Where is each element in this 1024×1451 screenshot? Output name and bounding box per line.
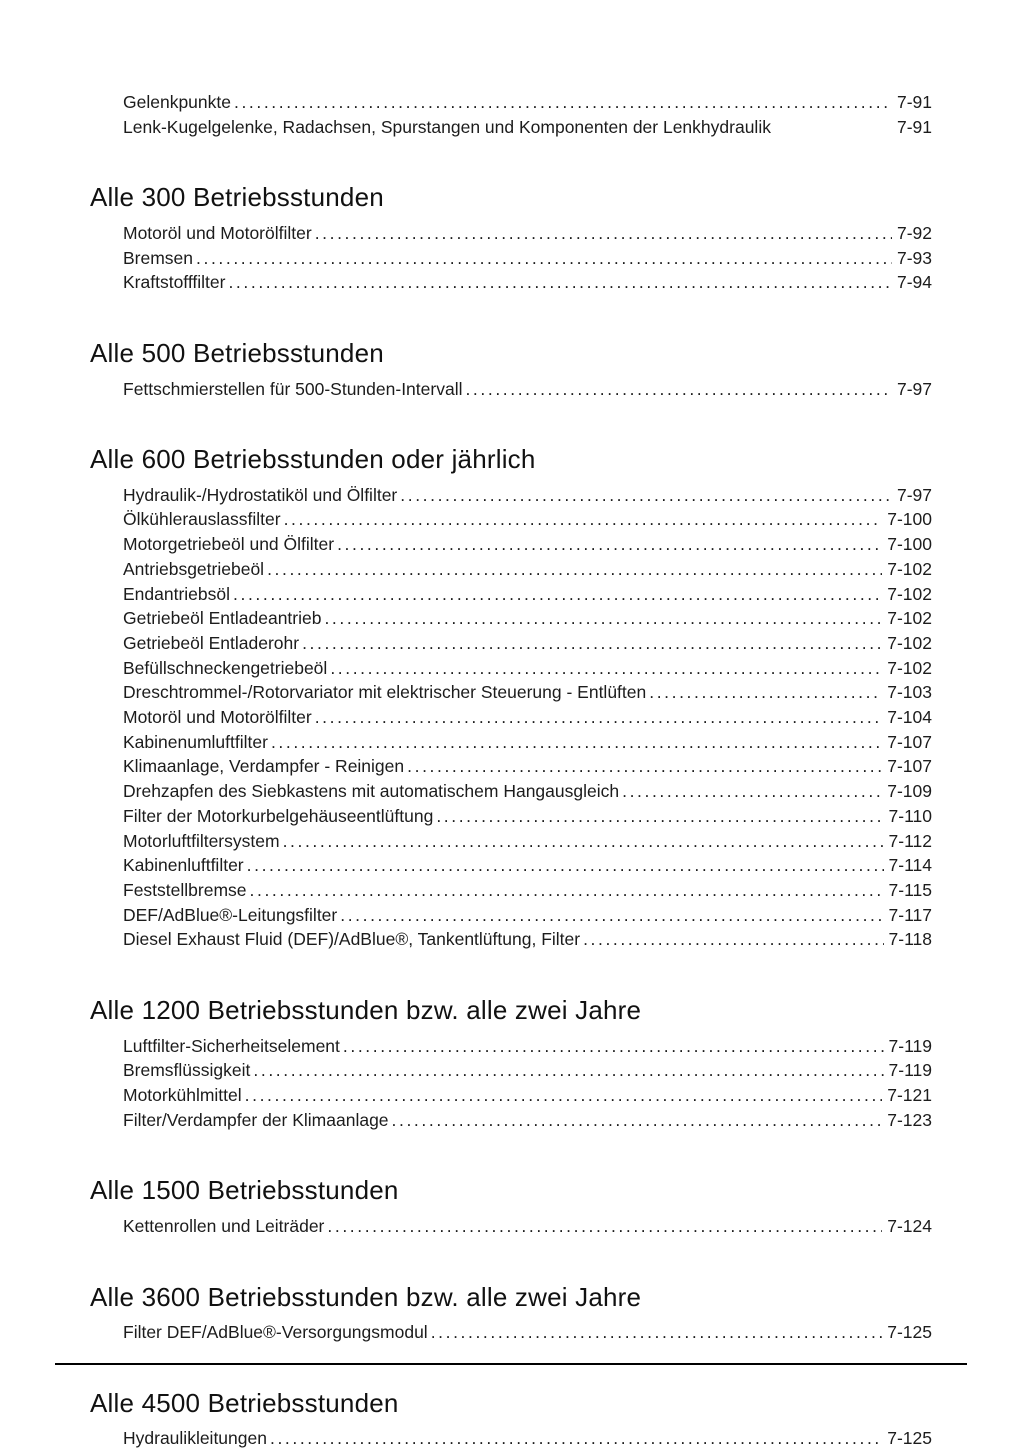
toc-entry-page: 7-97 xyxy=(896,484,932,505)
dot-leader xyxy=(253,1058,883,1083)
toc-section-entries xyxy=(90,221,932,295)
toc-entry xyxy=(123,705,932,730)
toc-entry-page: 7-97 xyxy=(896,378,932,399)
dot-leader xyxy=(267,557,882,582)
toc-entry-page: 7-102 xyxy=(887,558,932,579)
toc-entry xyxy=(123,1058,932,1083)
dot-leader xyxy=(343,1034,884,1059)
toc-entry xyxy=(123,270,932,295)
dot-leader xyxy=(583,927,883,952)
dot-leader xyxy=(327,1214,882,1239)
toc-section-title: Alle 1200 Betriebsstunden bzw. alle zwei Jahre xyxy=(90,995,642,1026)
toc-entry-label: Motorluftfiltersystem xyxy=(123,830,280,851)
dot-leader xyxy=(234,90,892,115)
toc-entry xyxy=(123,1083,932,1108)
toc-entry xyxy=(123,853,932,878)
toc-entry xyxy=(123,507,932,532)
toc-entry xyxy=(123,1426,932,1451)
toc-content xyxy=(90,90,932,1451)
toc-entry-label: Kraftstofffilter xyxy=(123,272,226,293)
toc-entry-label: Fettschmierstellen für 500-Stunden-Intervall xyxy=(123,378,463,399)
toc-entry xyxy=(123,606,932,631)
toc-entry-label: Motoröl und Motorölfilter xyxy=(123,707,312,728)
toc-entry-label: Kabinenumluftfilter xyxy=(123,731,268,752)
dot-leader xyxy=(196,246,892,271)
toc-entry-label: Lenk-Kugelgelenke, Radachsen, Spurstangen und Komponenten der Lenkhydraulik xyxy=(123,116,771,137)
toc-section xyxy=(90,181,932,295)
dot-leader xyxy=(233,582,882,607)
toc-entry-label: Drehzapfen des Siebkastens mit automatischem Hangausgleich xyxy=(123,781,620,802)
dot-leader xyxy=(330,656,882,681)
toc-entry-page: 7-100 xyxy=(887,509,932,530)
toc-entry-label: Dreschtrommel-/Rotorvariator mit elektrischer Steuerung - Entlüften xyxy=(123,682,647,703)
toc-entry-page: 7-92 xyxy=(896,222,932,243)
toc-entry xyxy=(123,730,932,755)
toc-section-entries xyxy=(90,1214,932,1239)
toc-section-title: Alle 600 Betriebsstunden oder jährlich xyxy=(90,444,536,475)
toc-section-title: Alle 500 Betriebsstunden xyxy=(90,338,384,369)
toc-section-title: Alle 300 Betriebsstunden xyxy=(90,182,384,213)
toc-entry-label: Bremsflüssigkeit xyxy=(123,1060,251,1081)
toc-section-entries xyxy=(90,377,932,402)
dot-leader xyxy=(302,631,882,656)
dot-leader xyxy=(465,377,892,402)
toc-entry-page: 7-115 xyxy=(888,879,932,900)
toc-entry-label: Motoröl und Motorölfilter xyxy=(123,222,312,243)
toc-section-title: Alle 3600 Betriebsstunden bzw. alle zwei Jahre xyxy=(90,1281,642,1312)
dot-leader xyxy=(247,853,884,878)
toc-section-entries xyxy=(90,1034,932,1133)
toc-entry xyxy=(123,246,932,271)
toc-entry-page: 7-102 xyxy=(887,583,932,604)
toc-section-entries xyxy=(90,1426,932,1451)
toc-entry-page: 7-110 xyxy=(888,805,932,826)
toc-entry-label: Feststellbremse xyxy=(123,879,247,900)
toc-entry xyxy=(123,1214,932,1239)
toc-entry xyxy=(123,221,932,246)
dot-leader xyxy=(284,507,883,532)
toc-entry-page: 7-125 xyxy=(887,1322,932,1343)
dot-leader xyxy=(622,779,882,804)
toc-entry xyxy=(123,1034,932,1059)
toc-sections xyxy=(90,181,932,1451)
toc-entry-page: 7-121 xyxy=(887,1084,932,1105)
toc-entry-page: 7-119 xyxy=(888,1060,932,1081)
toc-entry xyxy=(123,582,932,607)
dot-leader xyxy=(245,1083,883,1108)
dot-leader xyxy=(228,270,892,295)
dot-leader xyxy=(250,878,884,903)
toc-entry-label: Motorgetriebeöl und Ölfilter xyxy=(123,534,335,555)
toc-entry xyxy=(123,377,932,402)
toc-entry-page: 7-107 xyxy=(887,756,932,777)
toc-entry xyxy=(123,754,932,779)
toc-entry-page: 7-91 xyxy=(896,116,932,137)
toc-orphan-entries xyxy=(90,90,932,139)
toc-section-entries xyxy=(90,1320,932,1345)
toc-section xyxy=(90,1174,932,1238)
toc-entry-page: 7-102 xyxy=(887,632,932,653)
toc-entry-label: Endantriebsöl xyxy=(123,583,231,604)
toc-section xyxy=(90,443,932,952)
toc-section xyxy=(90,1387,932,1451)
toc-entry-label: Befüllschneckengetriebeöl xyxy=(123,657,328,678)
dot-leader xyxy=(324,606,882,631)
toc-entry-page: 7-94 xyxy=(896,272,932,293)
dot-leader xyxy=(271,730,882,755)
toc-entry-label: DEF/AdBlue®-Leitungsfilter xyxy=(123,904,338,925)
toc-entry-label: Kettenrollen und Leiträder xyxy=(123,1215,325,1236)
toc-entry-page: 7-91 xyxy=(896,92,932,112)
toc-entry xyxy=(123,927,932,952)
toc-section xyxy=(90,337,932,401)
toc-entry-page: 7-102 xyxy=(887,657,932,678)
dot-leader xyxy=(270,1426,882,1451)
toc-entry-page: 7-123 xyxy=(887,1109,932,1130)
toc-entry xyxy=(123,829,932,854)
dot-leader xyxy=(407,754,882,779)
toc-entry-label: Getriebeöl Entladerohr xyxy=(123,632,300,653)
toc-entry xyxy=(123,680,932,705)
toc-entry-label: Klimaanlage, Verdampfer - Reinigen xyxy=(123,756,405,777)
toc-entry-label: Motorkühlmittel xyxy=(123,1084,242,1105)
toc-entry-label: Kabinenluftfilter xyxy=(123,855,244,876)
toc-entry xyxy=(123,903,932,928)
toc-entry-page: 7-125 xyxy=(887,1428,932,1449)
toc-entry-label: Hydraulikleitungen xyxy=(123,1428,267,1449)
toc-entry xyxy=(123,90,932,115)
dot-leader xyxy=(315,705,883,730)
toc-entry-page: 7-103 xyxy=(887,682,932,703)
toc-entry-page: 7-100 xyxy=(887,534,932,555)
toc-entry xyxy=(123,878,932,903)
toc-entry-page: 7-114 xyxy=(888,855,932,876)
toc-entry xyxy=(123,115,932,140)
toc-entry-page: 7-118 xyxy=(888,929,932,950)
toc-entry xyxy=(123,656,932,681)
toc-section xyxy=(90,994,932,1132)
toc-entry-label: Ölkühlerauslassfilter xyxy=(123,509,281,530)
dot-leader xyxy=(431,1320,883,1345)
toc-entry-page: 7-112 xyxy=(888,830,932,851)
toc-entry-page: 7-107 xyxy=(887,731,932,752)
dot-leader xyxy=(436,804,883,829)
toc-section-entries xyxy=(90,483,932,952)
toc-section-title: Alle 4500 Betriebsstunden xyxy=(90,1387,399,1418)
toc-entry-page: 7-93 xyxy=(896,247,932,268)
toc-entry xyxy=(123,557,932,582)
toc-entry xyxy=(123,1320,932,1345)
toc-entry xyxy=(123,631,932,656)
toc-entry xyxy=(123,804,932,829)
dot-leader xyxy=(649,680,882,705)
toc-entry-page: 7-117 xyxy=(888,904,932,925)
dot-leader xyxy=(340,903,883,928)
toc-entry-page: 7-102 xyxy=(887,608,932,629)
toc-entry-page: 7-104 xyxy=(887,707,932,728)
dot-leader xyxy=(337,532,882,557)
toc-entry-label: Filter DEF/AdBlue®-Versorgungsmodul xyxy=(123,1322,428,1343)
toc-entry-page: 7-109 xyxy=(887,781,932,802)
toc-entry-label: Antriebsgetriebeöl xyxy=(123,558,265,579)
toc-entry xyxy=(123,779,932,804)
toc-entry-label: Filter der Motorkurbelgehäuseentlüftung xyxy=(123,805,434,826)
dot-leader xyxy=(392,1108,883,1133)
toc-entry-page: 7-124 xyxy=(887,1215,932,1236)
dot-leader xyxy=(400,483,892,508)
toc-entry-label: Getriebeöl Entladeantrieb xyxy=(123,608,322,629)
toc-entry xyxy=(123,1108,932,1133)
toc-entry-label: Hydraulik-/Hydrostatiköl und Ölfilter xyxy=(123,484,398,505)
toc-entry xyxy=(123,483,932,508)
toc-section xyxy=(90,1281,932,1345)
toc-entry-label: Luftfilter-Sicherheitselement xyxy=(123,1035,340,1056)
footer-divider xyxy=(55,1363,967,1365)
toc-entry-label: Bremsen xyxy=(123,247,194,268)
toc-section-title: Alle 1500 Betriebsstunden xyxy=(90,1175,399,1206)
toc-entry-page: 7-119 xyxy=(888,1035,932,1056)
dot-leader xyxy=(283,829,884,854)
toc-entry-label: Gelenkpunkte xyxy=(123,92,231,112)
toc-entry-label: Diesel Exhaust Fluid (DEF)/AdBlue®, Tankentlüftung, Filter xyxy=(123,929,581,950)
toc-entry xyxy=(123,532,932,557)
dot-leader xyxy=(315,221,892,246)
toc-entry-label: Filter/Verdampfer der Klimaanlage xyxy=(123,1109,389,1130)
